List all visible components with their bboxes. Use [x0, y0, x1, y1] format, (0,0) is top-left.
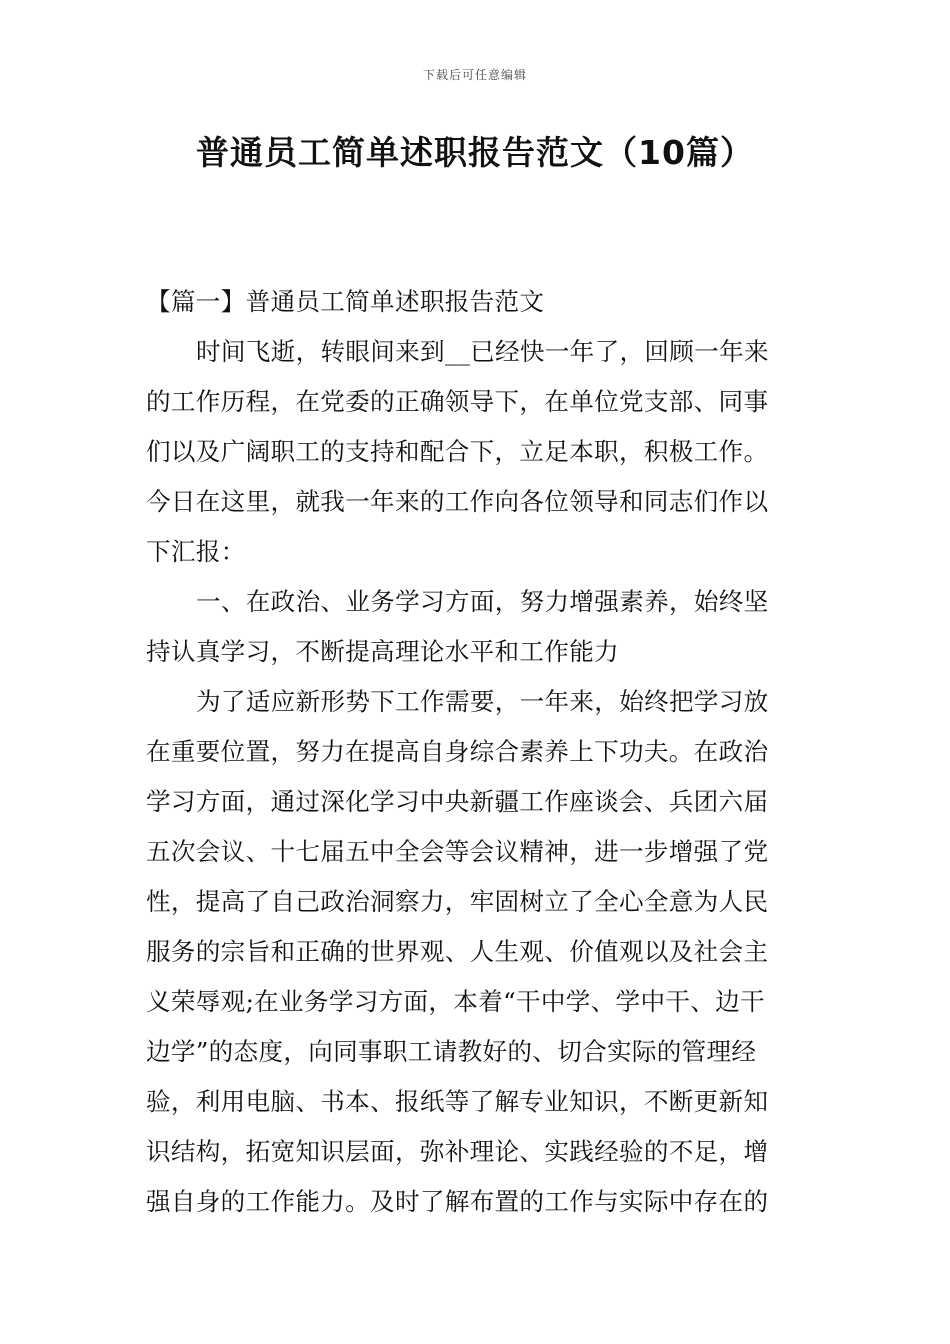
paragraph-line: 一、在政治、业务学习方面，努力增强素养，始终坚: [196, 587, 769, 616]
paragraph-line: 义荣辱观;在业务学习方面，本着“干中学、学中干、边干: [146, 987, 765, 1016]
section-heading: 【篇一】普通员工简单述职报告范文: [146, 287, 545, 316]
paragraph-line: 们以及广阔职工的支持和配合下，立足本职，积极工作。: [146, 437, 769, 466]
paragraph-line: 今日在这里，就我一年来的工作向各位领导和同志们作以: [146, 487, 769, 516]
paragraph-line: 验，利用电脑、书本、报纸等了解专业知识，不断更新知: [146, 1087, 769, 1116]
paragraph-line: 五次会议、十七届五中全会等会议精神，进一步增强了党: [146, 837, 769, 866]
paragraph-line: 下汇报：: [146, 537, 246, 566]
paragraph-line: 为了适应新形势下工作需要，一年来，始终把学习放: [196, 687, 769, 716]
document-body: [146, 277, 806, 1227]
paragraph-line: 学习方面，通过深化学习中央新疆工作座谈会、兵团六届: [146, 787, 769, 816]
paragraph-line: 识结构，拓宽知识层面，弥补理论、实践经验的不足，增: [146, 1137, 769, 1166]
paragraph-line: 的工作历程，在党委的正确领导下，在单位党支部、同事: [146, 387, 769, 416]
document-title: 普通员工简单述职报告范文（10篇）: [196, 133, 754, 172]
paragraph-line: 在重要位置，努力在提高自身综合素养上下功夫。在政治: [146, 737, 769, 766]
header-note: 下载后可任意编辑: [422, 68, 527, 82]
paragraph-line: 边学”的态度，向同事职工请教好的、切合实际的管理经: [146, 1037, 757, 1066]
paragraph-line: 服务的宗旨和正确的世界观、人生观、价值观以及社会主: [146, 937, 769, 966]
paragraph-line: 时间飞逝，转眼间来到__已经快一年了，回顾一年来: [196, 337, 769, 366]
paragraph-line: 强自身的工作能力。及时了解布置的工作与实际中存在的: [146, 1187, 769, 1216]
paragraph-line: 性，提高了自己政治洞察力，牢固树立了全心全意为人民: [146, 887, 769, 916]
paragraph-line: 持认真学习，不断提高理论水平和工作能力: [146, 637, 619, 666]
